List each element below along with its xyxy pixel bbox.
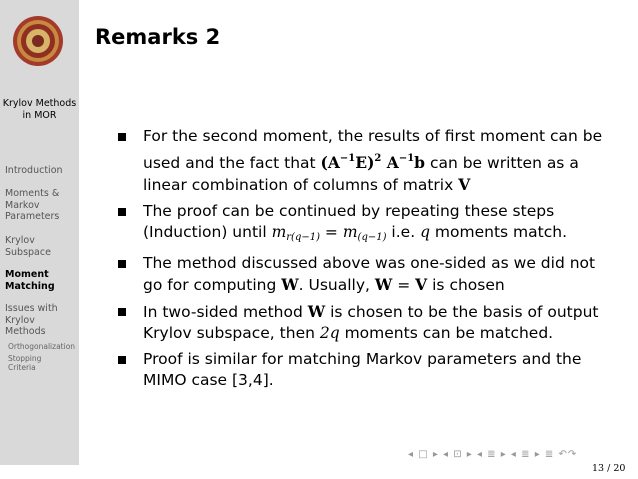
bullet-item: The proof can be continued by repeating these steps (Induction) until mr(q−1) = m(q−1) i.e. q moments match. xyxy=(118,201,618,249)
math-expression: $(A^{-1}E)^2$ $A^{-1}b$ xyxy=(320,152,426,172)
nav-section-introduction[interactable]: Introduction xyxy=(5,165,63,176)
bullet-item: For the second moment, the results of first moment can be used and the fact that $(A^{-1}E)^2$ $A^{-1}b$ can be written as a linear combination of columns of matrix V xyxy=(118,126,618,197)
nav-subsection-stopping-criteria[interactable]: Stopping Criteria xyxy=(8,354,42,372)
bullet-item: Proof is similar for matching Markov parameters and the MIMO case [3,4]. xyxy=(118,349,618,392)
bullet-marker xyxy=(118,208,126,216)
bullet-marker xyxy=(118,356,126,364)
sidebar xyxy=(0,0,79,465)
bullet-list xyxy=(118,126,618,396)
nav-section-krylov-subspace[interactable]: Krylov Subspace xyxy=(5,235,51,258)
nav-section-moments[interactable]: Moments & Markov Parameters xyxy=(5,188,60,222)
nav-subsection-orthogonalization[interactable]: Orthogonalization xyxy=(8,342,76,351)
presentation-short-title: Krylov Methods in MOR xyxy=(2,98,77,121)
bullet-marker xyxy=(118,260,126,268)
bullet-item: In two-sided method W is chosen to be the basis of output Krylov subspace, then 2q moments can be matched. xyxy=(118,301,618,345)
bullet-item: The method discussed above was one-sided as we did not go for computing W. Usually, W = V is chosen xyxy=(118,253,618,297)
nav-section-moment-matching[interactable]: Moment Matching xyxy=(5,269,55,292)
institute-logo xyxy=(12,15,64,67)
frame-title: Remarks 2 xyxy=(95,25,221,49)
nav-section-issues[interactable]: Issues with Krylov Methods xyxy=(5,303,58,337)
bullet-marker xyxy=(118,133,126,141)
beamer-navigation-symbols[interactable]: ◂ □ ▸ ◂ ⊡ ▸ ◂ ≣ ▸ ◂ ≣ ▸ ≣ ↶↷ xyxy=(408,449,578,460)
page-number: 13 / 20 xyxy=(592,463,626,474)
bullet-marker xyxy=(118,308,126,316)
